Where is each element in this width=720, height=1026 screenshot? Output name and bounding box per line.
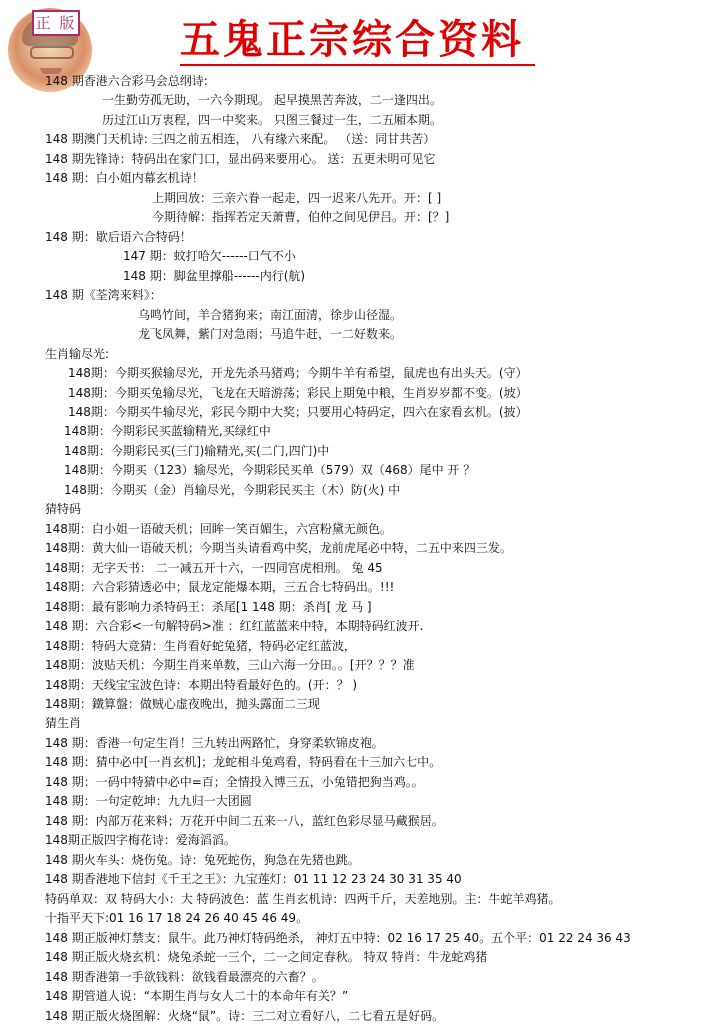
text-line: 148期：特码大竞猜：生肖看好蛇兔猪，特码必定红蓝波， bbox=[45, 638, 356, 653]
text-line: 148期：黄大仙一语破天机；今期当头请看鸡中奖，龙前虎尾必中特，二五中来四三发。 bbox=[45, 541, 512, 556]
text-line: 历过江山万衷程，四一中奖来。 只图三餐过一生，二五厢本期。 bbox=[102, 112, 442, 127]
page-title: 五鬼正宗综合资料 bbox=[180, 16, 524, 63]
authentic-badge: 正 版 bbox=[32, 10, 80, 36]
text-line: 147 期：蚊打哈欠------口气不小 bbox=[123, 249, 296, 264]
text-line: 148 期：脚盆里撑船------内行(航) bbox=[123, 268, 306, 283]
text-line: 148期：今期彩民买蓝输精光,买绿红中 bbox=[64, 424, 271, 439]
text-line: 今期待解：指挥若定天萧曹，伯仲之间见伊吕。开：[？] bbox=[152, 210, 450, 225]
text-line: 148 期正版神灯禁支：鼠牛。此乃神灯特码绝杀， 神灯五中特：02 16 17 25 40。五个平：01 22 24 36 43 bbox=[45, 930, 631, 945]
text-line: 148期正版四字梅花诗：爱海滔滔。 bbox=[45, 833, 236, 848]
text-line: 148 期：猜中必中[一肖玄机]；龙蛇相斗兔鸡看，特码看在十三加六七中。 bbox=[45, 755, 442, 770]
text-line: 猜生肖 bbox=[45, 716, 82, 731]
text-line: 148期：白小姐一语破天机；回眸一笑百媚生，六宫粉黛无颜色。 bbox=[45, 521, 392, 536]
text-line: 148 期正版火烧玄机：烧兔杀蛇一三个，二一之间定春秋。 特双 特肖：牛龙蛇鸡猪 bbox=[45, 950, 488, 965]
text-line: 十指平天下:01 16 17 18 24 26 40 45 46 49。 bbox=[45, 911, 309, 926]
text-line: 148期：波贴天机：今期生肖来单数，三山六海一分田。。[开？？？准 bbox=[45, 658, 415, 673]
text-line: 148期：今期彩民买(三门)输精光,买(二门,四门)中 bbox=[64, 443, 330, 458]
text-line: 148 期：香港一句定生肖！三九转出两路忙，身穿柔软锦皮袍。 bbox=[45, 735, 384, 750]
text-line: 上期回放：三亲六眷一起走，四一迟来八先开。开：[ ] bbox=[152, 190, 442, 205]
text-line: 龙飞凤舞，紫门对急雨；马追牛赶，一二好数来。 bbox=[138, 327, 403, 342]
content-lines bbox=[0, 72, 720, 1026]
text-line: 148 期香港地下信封《千王之王》：九宝莲灯：01 11 12 23 24 30 31 35 40 bbox=[45, 872, 462, 887]
text-line: 148期：今期买猴输尽光，开龙先杀马猪鸡；今期牛羊有希望，鼠虎也有出头天。(守） bbox=[68, 366, 528, 381]
text-line: 148期：今期买兔输尽光，飞龙在天暗游荡；彩民上期兔中粮，生肖岁岁都不变。(坡） bbox=[68, 385, 528, 400]
text-line: 148期：天线宝宝波色诗：本期出特看最好色的。(开：？ ) bbox=[45, 677, 358, 692]
text-line: 148 期先锋诗：特码出在家门口，显出码来要用心。 送：五更未明可见它 bbox=[45, 151, 436, 166]
text-line: 148期：无字天书： 二一减五开十六，一四同宫虎相刑。 兔 45 bbox=[45, 560, 383, 575]
text-line: 148 期正版火烧图解：火烧“鼠”。诗：三二对立看好八，二七看五是好码。 bbox=[45, 1008, 445, 1023]
text-line: 148 期香港六合彩马会总纲诗: bbox=[45, 74, 208, 88]
text-line: 148 期《荃湾来料》： bbox=[45, 288, 162, 303]
text-line: 148期：今期买（123）输尽光，今期彩民买单（579）双（468）尾中 开 ？ bbox=[64, 463, 476, 478]
text-line: 148期：鐵算盤：做贼心虚夜晚出，抛头露面二三现 bbox=[45, 697, 320, 711]
text-line: 148 期：一句定乾坤：九九归一大团圆 bbox=[45, 794, 252, 809]
text-line: 148期：最有影响力杀特码王：杀尾[1 148 期：杀肖[ 龙 马 ] bbox=[45, 599, 372, 614]
text-line: 148期：今期买（金）肖输尽光，今期彩民买主（木）防(火) 中 bbox=[64, 482, 401, 497]
avatar-glasses bbox=[30, 46, 74, 59]
text-line: 特码单双：双 特码大小：大 特码波色：蓝 生肖玄机诗：四两千斤，天差地别。主：牛蛇羊鸡猪。 bbox=[45, 891, 561, 906]
text-line: 148 期澳门天机诗: 三四之前五相连， 八有缘六来配。 （送：同甘共苦） bbox=[45, 132, 436, 147]
text-line: 148 期火车头：烧伤兔。诗：兔死蛇伤，狗急在先猪也跳。 bbox=[45, 852, 360, 867]
text-line: 148期：今期买牛输尽光，彩民今期中大奖；只要用心特码定，四六在家看玄机。(披） bbox=[68, 404, 528, 419]
text-line: 148期：六合彩猜透必中；鼠龙定能爆本期，三五合七特码出。!!! bbox=[45, 580, 395, 595]
text-line: 148 期：白小姐内幕玄机诗！ bbox=[45, 171, 204, 186]
text-line: 猜特码 bbox=[45, 502, 82, 517]
text-line: 一生勤劳孤无助，一六今期现。 起早摸黑苦奔波，二一逢四出。 bbox=[102, 93, 442, 108]
text-line: 148 期管道人说：“本期生肖与女人二十的本命年有关？” bbox=[45, 989, 349, 1004]
text-line: 148 期：内部万花来料；万花开中间二五来一八，蓝红色彩尽显马藏猴居。 bbox=[45, 813, 444, 828]
text-line: 生肖输尽光: bbox=[45, 346, 110, 361]
text-line: 148 期：一码中特猜中必中=百；全情投入博三五，小兔错把狗当鸡。。 bbox=[45, 774, 424, 789]
text-line: 148 期：六合彩<一句解特码>准 ：红红蓝蓝来中特，本期特码红波开. bbox=[45, 619, 424, 634]
text-line: 148 期：歇后语六合特码！ bbox=[45, 229, 192, 244]
text-line: 148 期香港第一手欲钱料：欲钱看最漂亮的六畜？。 bbox=[45, 969, 324, 984]
text-line: 乌鸣竹间，羊合猪狗来；南江面清，徐步山径湿。 bbox=[138, 307, 403, 322]
title-underline bbox=[180, 64, 535, 66]
